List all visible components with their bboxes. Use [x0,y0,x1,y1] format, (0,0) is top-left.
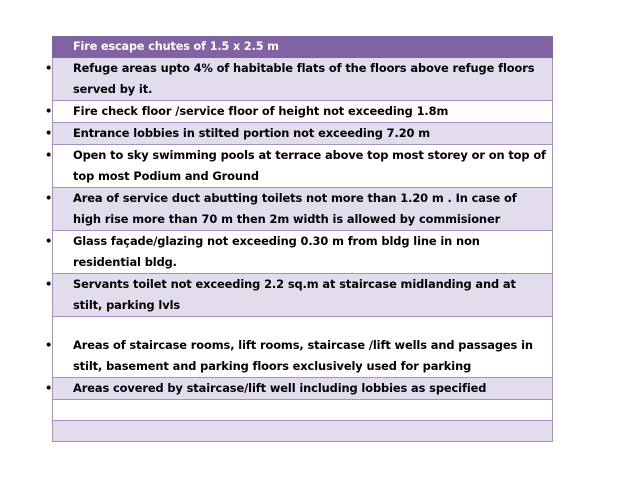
row-text: Open to sky swimming pools at terrace above top most storey or on top of top most Podium and Ground [73,148,546,183]
table-cell [45,231,553,274]
table-row [53,145,553,188]
table-row [53,101,553,123]
table-cell [53,421,553,442]
bullet-icon: • [45,104,53,118]
exemptions-table-container [45,36,553,442]
row-text: Servants toilet not exceeding 2.2 sq.m at staircase midlanding and at stilt, parking lvls [73,277,516,312]
table-row [53,58,553,101]
table-row [53,231,553,274]
bullet-icon: • [45,277,53,291]
table-row [53,378,553,400]
table-row [53,188,553,231]
table-cell [45,274,553,317]
bullet-icon: • [45,61,53,75]
table-row [53,274,553,317]
row-text: Areas of staircase rooms, lift rooms, staircase /lift wells and passages in stilt, basement and parking floors exclusively used for parking [73,338,533,373]
table-cell [45,188,553,231]
row-text: Areas covered by staircase/lift well including lobbies as specified [73,381,487,395]
bullet-icon: • [45,191,53,205]
row-text: Refuge areas upto 4% of habitable flats of the floors above refuge floors served by it. [73,61,535,96]
table-row-empty [53,400,553,421]
bullet-icon: • [45,126,53,140]
table-header-row [53,37,553,58]
table-cell [45,378,553,400]
bullet-icon: • [45,234,53,248]
table-cell [45,145,553,188]
exemptions-table [45,36,553,442]
table-cell [45,317,553,378]
table-cell [45,58,553,101]
row-text: Area of service duct abutting toilets not more than 1.20 m . In case of high rise more than 70 m then 2m width is allowed by commisioner [73,191,517,226]
table-row [53,317,553,378]
table-cell [45,101,553,123]
bullet-icon: • [45,338,53,352]
row-text: Glass façade/glazing not exceeding 0.30 m from bldg line in non residential bldg. [73,234,480,269]
table-cell [53,400,553,421]
row-text: Entrance lobbies in stilted portion not exceeding 7.20 m [73,126,430,140]
bullet-icon: • [45,381,53,395]
bullet-icon: • [45,148,53,162]
table-cell [45,123,553,145]
table-cell [45,37,553,58]
table-row-empty [53,421,553,442]
header-text: Fire escape chutes of 1.5 x 2.5 m [73,40,279,53]
bullet-icon: • [45,40,53,53]
row-text: Fire check floor /service floor of height not exceeding 1.8m [73,104,449,118]
table-row [53,123,553,145]
